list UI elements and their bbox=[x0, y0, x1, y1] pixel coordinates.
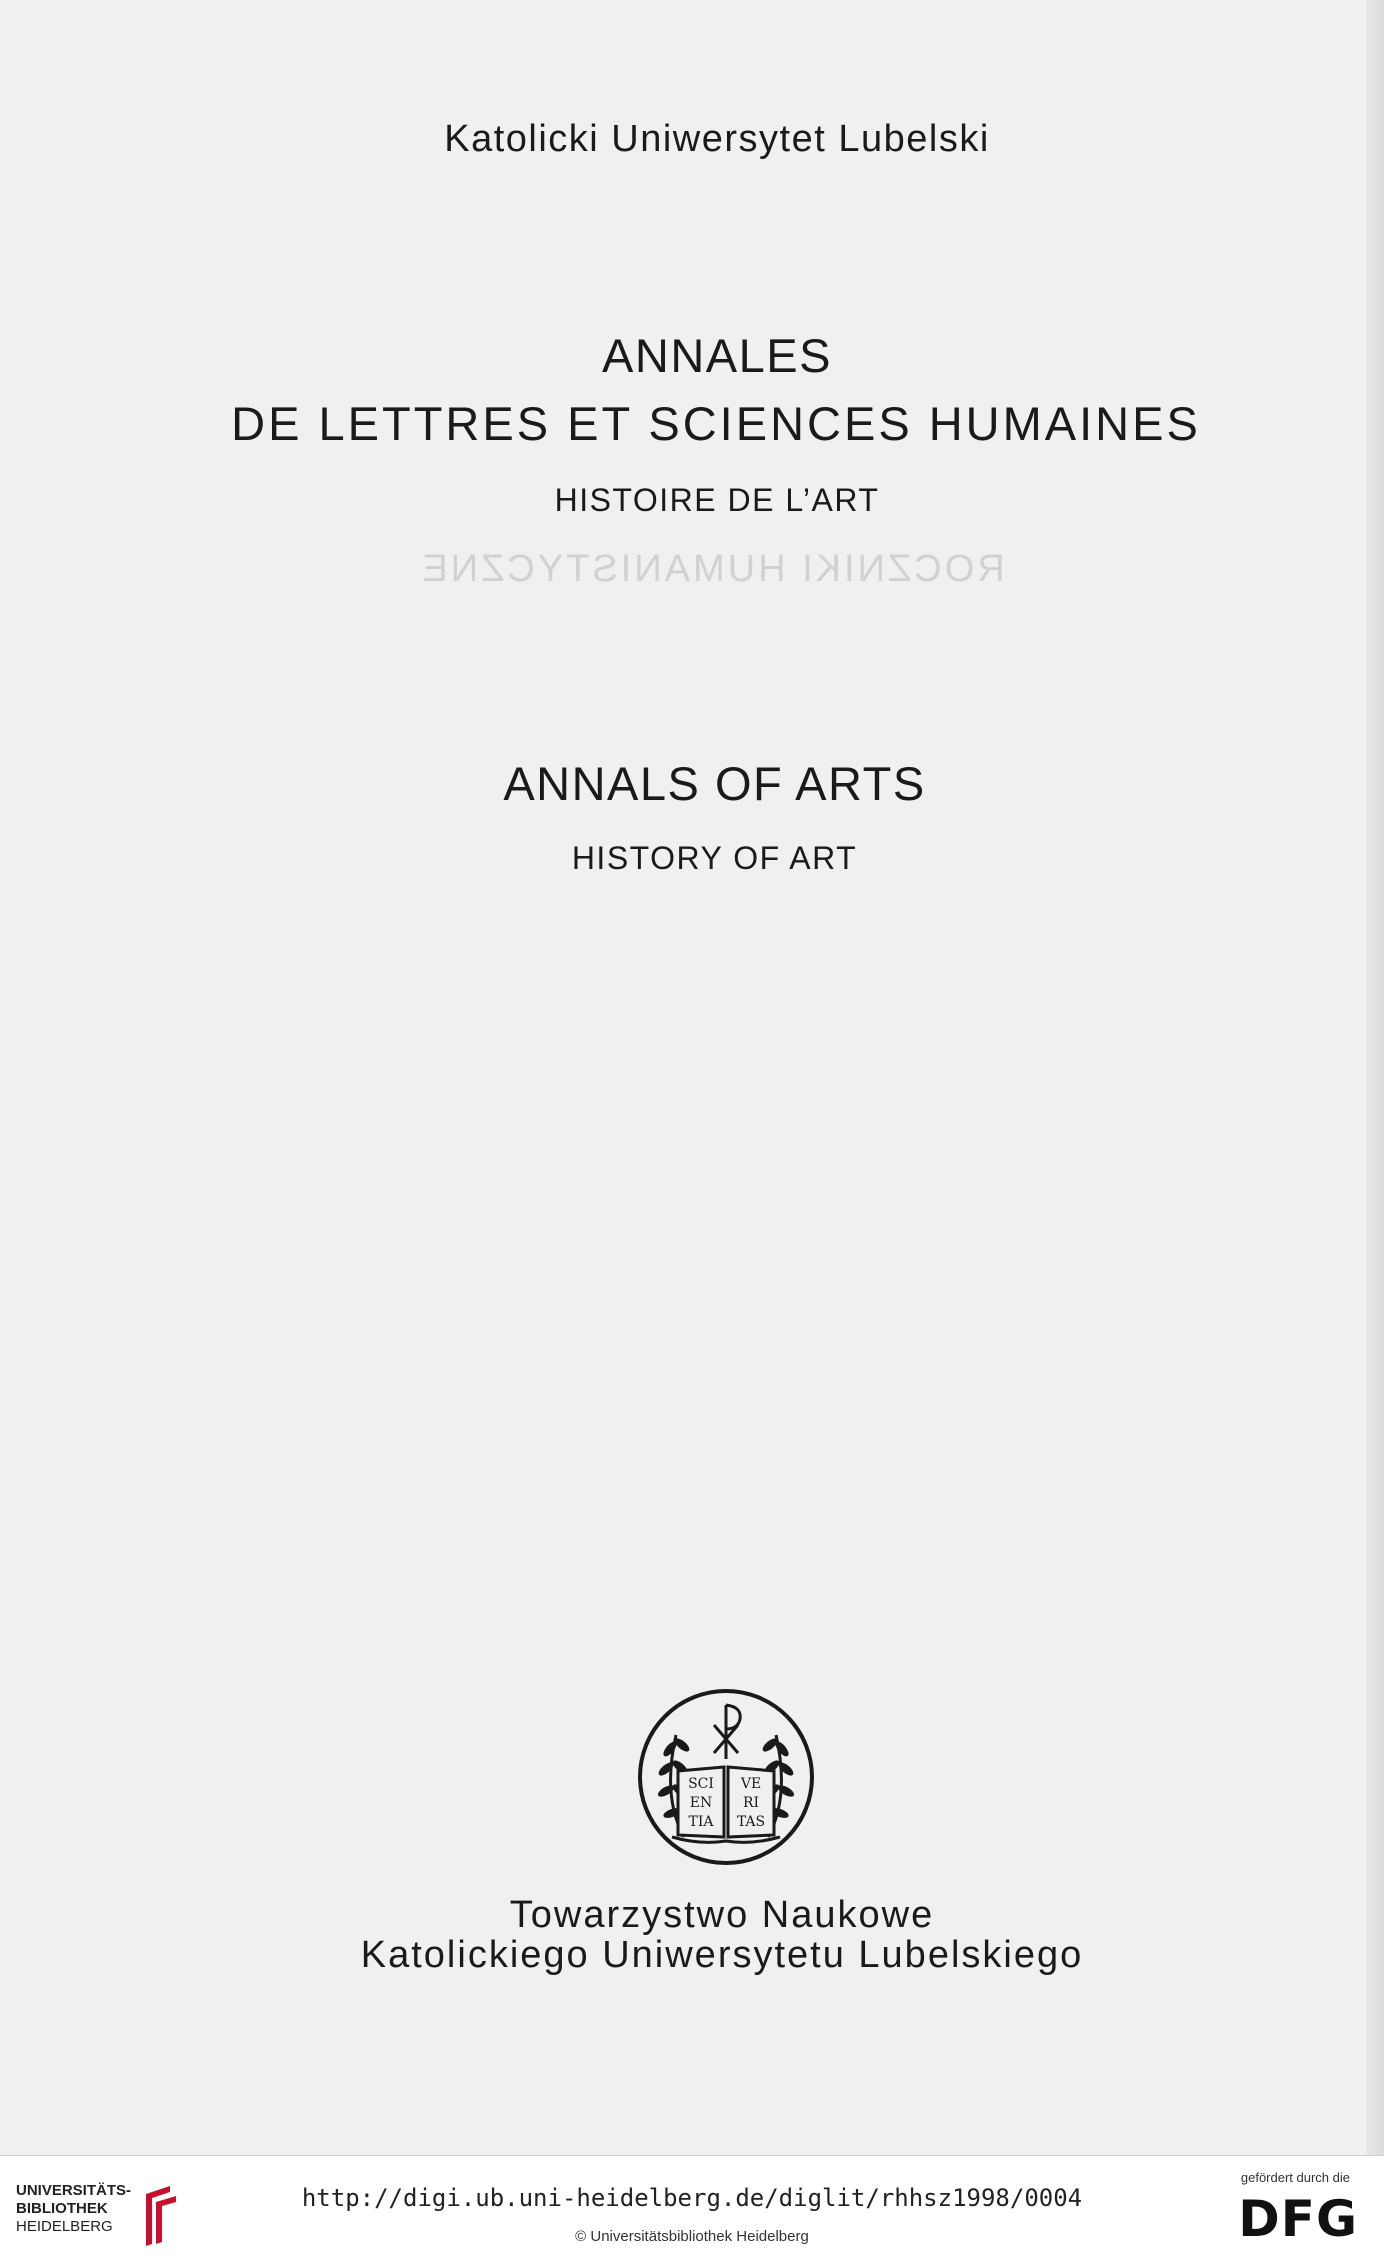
subtitle-history: HISTORY OF ART bbox=[571, 840, 858, 876]
permalink-url[interactable]: http://digi.ub.uni-heidelberg.de/diglit/rhhsz1998/0004 bbox=[301, 2184, 1083, 2212]
subtitle-histoire: HISTOIRE DE L’ART bbox=[554, 482, 880, 518]
open-book-icon bbox=[672, 1767, 780, 1842]
copyright-notice: © Universitätsbibliothek Heidelberg bbox=[575, 2228, 809, 2245]
library-name-line-3: HEIDELBERG bbox=[16, 2218, 113, 2235]
funding-note: gefördert durch die bbox=[1240, 2170, 1350, 2185]
university-name: Katolicki Uniwersytet Lubelski bbox=[444, 118, 990, 160]
seal-right-word-1: VE bbox=[740, 1776, 762, 1792]
seal-right-word-2: RI bbox=[742, 1795, 760, 1811]
library-name-line-2: BIBLIOTHEK bbox=[16, 2200, 108, 2217]
page-edge bbox=[1366, 0, 1384, 2155]
library-name-line-1: UNIVERSITÄTS- bbox=[16, 2182, 132, 2199]
show-through-text: ROCZNIKI HUMANISTYCZNE bbox=[419, 548, 1005, 590]
seal-right-word-3: TAS bbox=[736, 1814, 766, 1830]
seal-left-word-2: EN bbox=[689, 1795, 713, 1811]
seal-left-word-3: TIA bbox=[688, 1814, 714, 1830]
publisher-line-2: Katolickiego Uniwersytetu Lubelskiego bbox=[360, 1934, 1084, 1976]
title-annals: ANNALS OF ARTS bbox=[503, 757, 926, 810]
university-seal bbox=[636, 1687, 816, 1867]
publisher-line-1: Towarzystwo Naukowe bbox=[509, 1894, 935, 1936]
title-annales: ANNALES bbox=[602, 329, 832, 382]
title-lettres-sciences: DE LETTRES ET SCIENCES HUMAINES bbox=[231, 397, 1201, 450]
viewer-footer bbox=[0, 2155, 1384, 2256]
chi-rho-icon bbox=[714, 1705, 740, 1759]
seal-left-word-1: SCI bbox=[688, 1776, 714, 1792]
dfg-logo[interactable]: DFG bbox=[1238, 2190, 1358, 2248]
